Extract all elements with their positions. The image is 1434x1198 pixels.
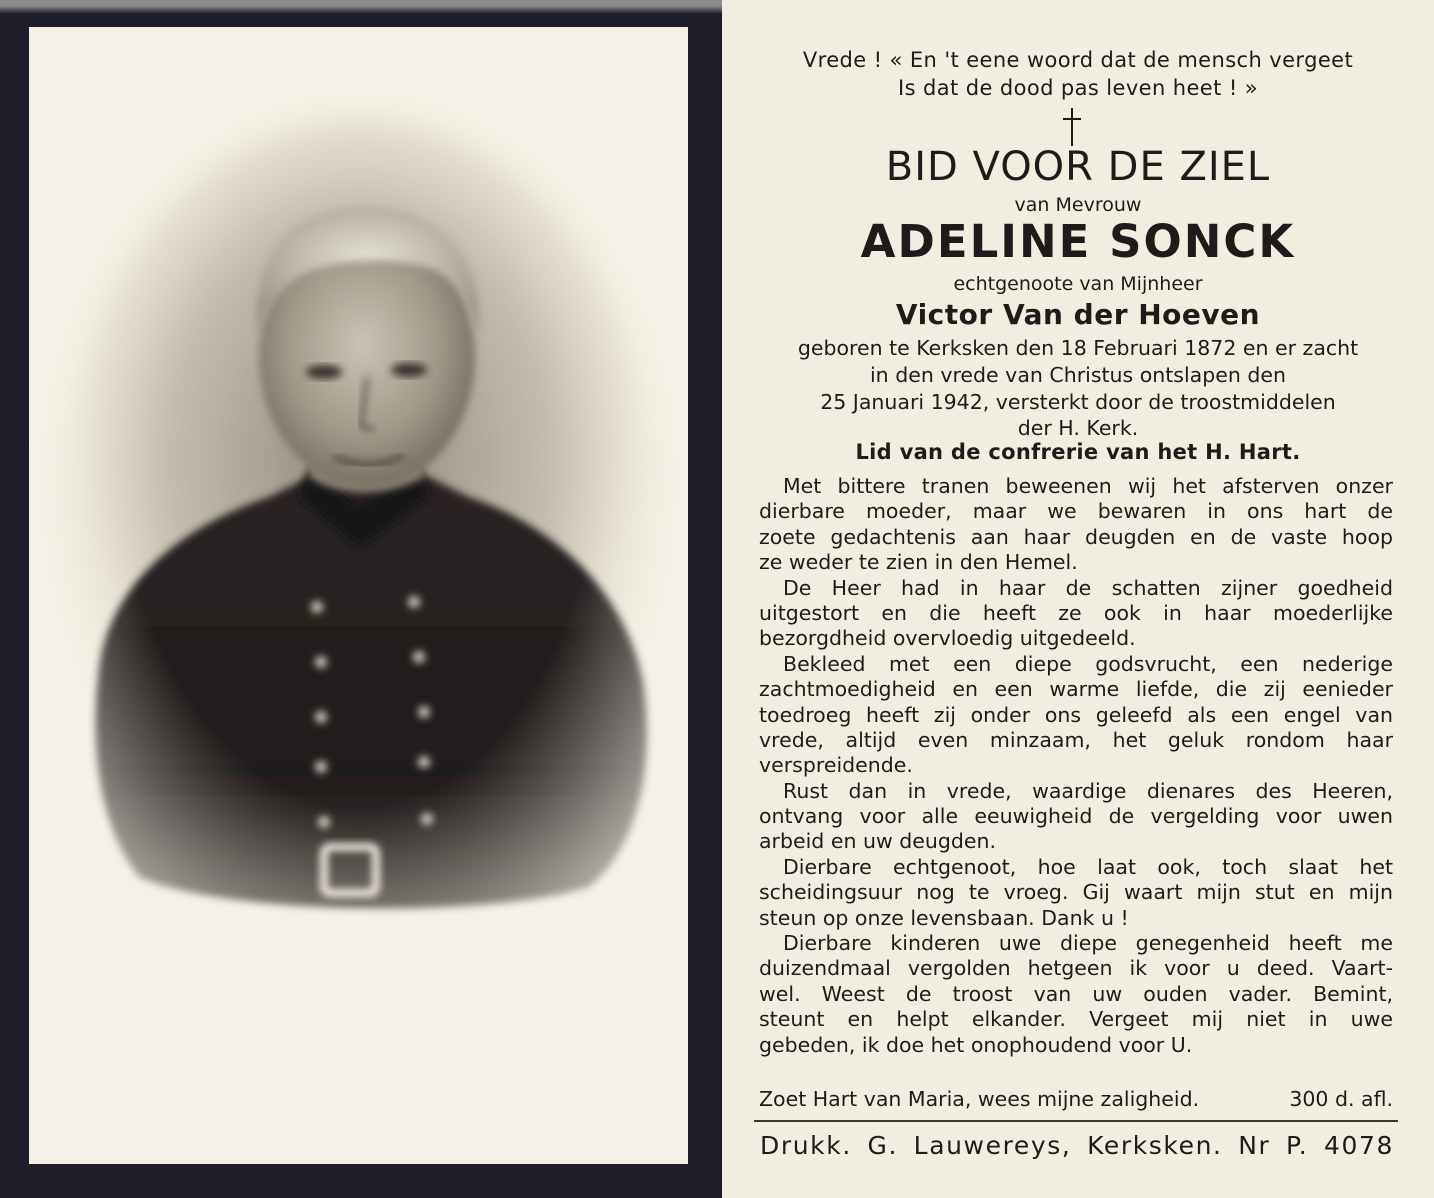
body-line: zoete gedachtenis aan haar deugden en de vaste hoop <box>759 524 1393 549</box>
indulgence: 300 d. afl. <box>1289 1087 1393 1111</box>
body-line: steun op onze levensbaan. Dank u ! <box>759 905 1129 930</box>
body-line: dierbare moeder, maar we bewaren in ons hart de <box>759 499 1393 524</box>
body-line: ontvang voor alle eeuwigheid de vergelding voor uwen <box>759 804 1393 829</box>
body-line: uitgestort en die heeft ze ook in haar moederlijke <box>759 600 1393 625</box>
birth-death-line-2: in den vrede van Christus ontslapen den <box>869 363 1286 387</box>
body-line: gebeden, ik doe het onophoudend voor U. <box>759 1032 1193 1057</box>
body-line: verspreidende. <box>759 753 913 778</box>
birth-death-line-1: geboren te Kerksken den 18 Februari 1872 en er zacht <box>797 336 1359 360</box>
body-line: steunt en helpt elkander. Vergeet mij niet in uwe <box>759 1007 1393 1032</box>
body-line: vrede, altijd even minzaam, het geluk rondom haar <box>759 727 1393 752</box>
motto-line-2: Is dat de dood pas leven heet ! » <box>898 76 1258 100</box>
birth-death-line-3: 25 Januari 1942, versterkt door de troostmiddelen <box>820 390 1336 414</box>
body-line: wel. Weest de troost van uw ouden vader. Bemint, <box>759 981 1393 1006</box>
prayer: Zoet Hart van Maria, wees mijne zaligheid. <box>759 1087 1200 1111</box>
birth-death-line-4: der H. Kerk. <box>1017 416 1139 440</box>
body-line: duizendmaal vergolden hetgeen ik voor u deed. Vaart- <box>759 956 1393 981</box>
body-line: zachtmoedigheid en een warme liefde, die zij eenieder <box>759 677 1393 702</box>
cross-icon <box>1061 107 1083 147</box>
body-line: arbeid en uw deugden. <box>759 829 997 854</box>
body-line: Dierbare echtgenoot, hoe laat ook, toch slaat het <box>783 854 1393 879</box>
memorial-body <box>759 474 1393 1058</box>
portrait-image <box>29 27 688 1164</box>
heading: BID VOOR DE ZIEL <box>885 144 1271 190</box>
deceased-name: ADELINE SONCK <box>860 215 1296 268</box>
body-line: bezorgdheid overvloedig uitgedeeld. <box>759 626 1136 651</box>
spouse-name: Victor Van der Hoeven <box>895 298 1261 331</box>
closing-line <box>759 1087 1393 1111</box>
body-line: toedroeg heeft zij onder ons geleefd als een engel van <box>759 702 1393 727</box>
portrait-photo <box>29 27 688 1164</box>
printer-imprint: Drukk. G. Lauwereys, Kerksken. Nr P. 4078 <box>760 1131 1394 1160</box>
confrerie: Lid van de confrerie van het H. Hart. <box>855 440 1301 464</box>
body-line: Bekleed met een diepe godsvrucht, een nederige <box>783 651 1393 676</box>
memorial-text-panel <box>722 0 1434 1198</box>
spouse-intro: echtgenoote van Mijnheer <box>953 273 1203 295</box>
worn-edge <box>0 0 722 14</box>
body-line: ze weder te zien in den Hemel. <box>759 550 1078 575</box>
body-line: De Heer had in haar de schatten zijner goedheid <box>783 575 1393 600</box>
motto-line-1: Vrede ! « En 't eene woord dat de mensch vergeet <box>802 48 1354 72</box>
body-line: Met bittere tranen beweenen wij het afsterven onzer <box>783 474 1393 498</box>
body-line: scheidingsuur nog te vroeg. Gij waart mijn stut en mijn <box>759 880 1393 905</box>
title-prefix: van Mevrouw <box>1014 194 1142 216</box>
body-line: Dierbare kinderen uwe diepe genegenheid heeft me <box>783 931 1393 956</box>
divider <box>754 1120 1398 1122</box>
body-line: Rust dan in vrede, waardige dienares des Heeren, <box>783 778 1393 803</box>
